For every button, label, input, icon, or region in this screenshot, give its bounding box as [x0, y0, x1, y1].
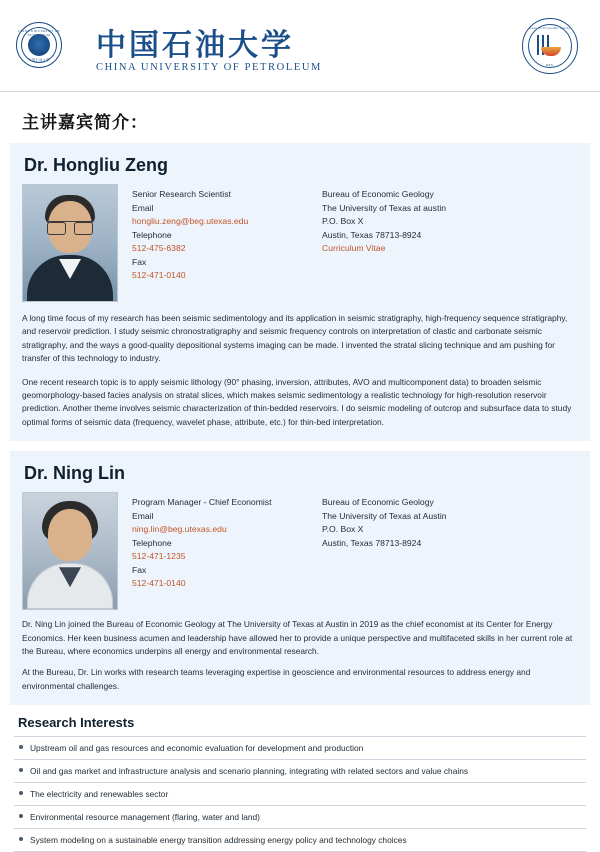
- affiliation-line: P.O. Box X: [322, 216, 364, 226]
- beg-seal-ring: [522, 18, 578, 74]
- fax-value: 512-471-0140: [132, 578, 186, 589]
- speaker-header-row: [22, 184, 578, 302]
- speaker-card-hongliu-zeng: [10, 143, 590, 441]
- university-seal-top-text: CHINA UNIVERSITY OF PETROLEUM: [17, 29, 61, 37]
- speaker-card-ning-lin: [10, 451, 590, 705]
- contact-column-right: [322, 188, 578, 283]
- telephone-value: 512-471-1235: [132, 551, 186, 562]
- speaker-name: Dr. Ning Lin: [24, 463, 125, 484]
- affiliation-line: Bureau of Economic Geology: [322, 189, 434, 199]
- speaker-bio-paragraph: At the Bureau, Dr. Lin works with research teams leveraging expertise in geoscience and environmental resources to address energy and environmental challenges.: [22, 667, 531, 691]
- speaker-contact-block: [118, 492, 578, 591]
- contact-line: Telephone: [132, 229, 172, 240]
- contact-line: Email: [132, 510, 154, 521]
- bullet-icon: [19, 814, 23, 818]
- affiliation-line: The University of Texas at austin: [322, 202, 447, 213]
- affiliation-line: Bureau of Economic Geology: [322, 497, 434, 508]
- list-item: [14, 828, 586, 852]
- beg-seal-top-text: Bureau of Economic Geology: [525, 26, 575, 30]
- email-link[interactable]: hongliu.zeng@beg.utexas.edu: [132, 216, 249, 226]
- header-divider: [0, 91, 600, 92]
- speaker-bio-paragraph: A long time focus of my research has been seismic sedimentology and its application in seismic stratigraphy, high-frequency sequence stratigraphy, and reservoir prediction. I study seismic chronostratigraphy and seismic frequency controls on interpretation of clastic and carbonate seismic stratigraphy, and the ways a good-quality depositional systems imaging can be made. I invented the stratal slicing technique and am pushing for transfer of this technology to industry.: [22, 313, 568, 364]
- university-seal-core: [28, 34, 50, 56]
- page-title: 主讲嘉宾简介：: [22, 113, 148, 132]
- affiliation-line: Austin, Texas 78713-8924: [322, 229, 422, 240]
- beg-seal-bottom-text: BEG: [546, 63, 554, 67]
- university-seal-icon: [16, 22, 62, 68]
- list-item-label: Oil and gas market and infrastructure analysis and scenario planning, integrating with related sectors and value chains: [30, 766, 469, 777]
- glasses-icon: [47, 221, 93, 234]
- contact-line: Senior Research Scientist: [132, 189, 231, 199]
- speaker-contact-block: [118, 184, 578, 283]
- contact-column-left: [132, 188, 322, 283]
- portrait-face: [48, 509, 92, 561]
- bullet-icon: [19, 837, 23, 841]
- beg-seal-flame-icon: [541, 47, 561, 56]
- portrait-photo-ning-lin: [22, 492, 118, 610]
- bullet-icon: [19, 768, 23, 772]
- university-name-chinese: 中国石油大学: [96, 29, 294, 62]
- curriculum-vitae-link[interactable]: Curriculum Vitae: [322, 243, 386, 253]
- affiliation-line: The University of Texas at Austin: [322, 510, 447, 521]
- university-name-english: CHINA UNIVERSITY OF PETROLEUM: [96, 62, 322, 73]
- portrait-photo-hongliu-zeng: [22, 184, 118, 302]
- bullet-icon: [19, 791, 23, 795]
- page-header: [0, 0, 600, 92]
- speaker-bio-paragraph: One recent research topic is to apply seismic lithology (90° phasing, inversion, attributes, AVO and multicomponent data) to broaden seismic geomorphology-based facies analysis on stratal slices, which makes seismic sedimentology a realistic technology for high-resolution reservoir prediction. Another theme involves seismic characterization of thin-bedded reservoirs. I do seismic modeling of outcrop and subsurface data to study optimal forms of seismic data (frequency, wavelet phase, attribute, etc.) for thin-bed interpretation.: [22, 376, 572, 427]
- contact-column-right: [322, 496, 578, 591]
- contact-column-left: [132, 496, 322, 591]
- affiliation-line: Austin, Texas 78713-8924: [322, 537, 422, 548]
- list-item: [14, 805, 586, 828]
- research-interests-title: Research Interests: [18, 715, 135, 731]
- list-item-label: Upstream oil and gas resources and economic evaluation for development and production: [30, 743, 364, 754]
- university-logo: [16, 22, 62, 68]
- contact-line: Telephone: [132, 537, 172, 548]
- contact-line: Email: [132, 202, 154, 213]
- bureau-of-economic-geology-seal-icon: [522, 18, 578, 74]
- contact-line: Fax: [132, 564, 147, 575]
- university-seal-bottom-text: 中国石油大学: [28, 58, 50, 62]
- bullet-icon: [19, 745, 23, 749]
- speaker-bio-paragraph: Dr. Ning Lin joined the Bureau of Economic Geology at The University of Texas at Austin in 2019 as the chief economist at its Center for Energy Economics. Her keen business acumen and leadership have allowed her to provide a unique perspective and multifaceted skills in her current role at the Bureau, where economics underpins all energy and environmental research.: [22, 619, 573, 657]
- telephone-value: 512-475-6382: [132, 243, 186, 253]
- speaker-header-row: [22, 492, 578, 610]
- list-item: [14, 782, 586, 805]
- contact-line: Program Manager - Chief Economist: [132, 497, 272, 508]
- beg-seal-derrick-icon: [537, 35, 565, 55]
- speaker-name: Dr. Hongliu Zeng: [24, 155, 168, 175]
- list-item: [14, 759, 586, 782]
- research-interests-section: [14, 715, 586, 852]
- email-link[interactable]: ning.lin@beg.utexas.edu: [132, 524, 227, 535]
- contact-line: Fax: [132, 256, 147, 267]
- affiliation-line: P.O. Box X: [322, 524, 364, 535]
- list-item-label: The electricity and renewables sector: [30, 789, 169, 800]
- list-item-label: Environmental resource management (flaring, water and land): [30, 812, 260, 823]
- list-item: [14, 736, 586, 759]
- list-item-label: System modeling on a sustainable energy transition addressing energy policy and technology choices: [30, 835, 407, 846]
- fax-value: 512-471-0140: [132, 270, 186, 280]
